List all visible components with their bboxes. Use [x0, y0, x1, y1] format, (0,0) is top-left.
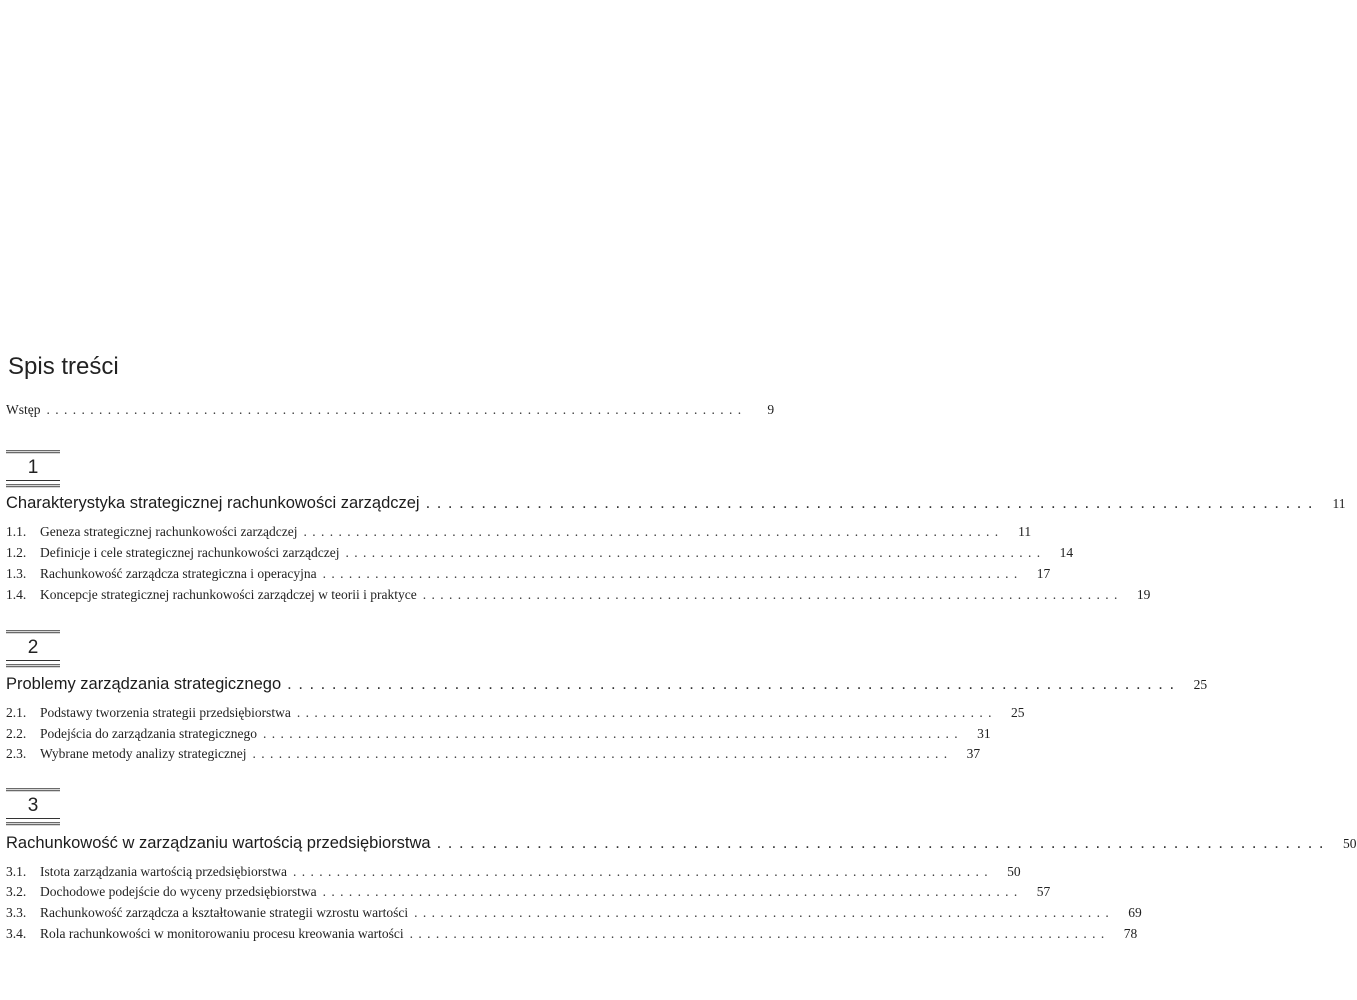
- dot-leader: . . . . . . . . . . . . . . . . . . . . . . . . . . . . . . . . . . . . . . . . . . . . . . . . . . . . . . . . . . . . . . . . . . . . . . . . . . . . . . . .: [422, 587, 1119, 602]
- section-title: Rola rachunkowości w monitorowaniu procesu kreowania wartości: [40, 926, 404, 941]
- divider: [6, 480, 60, 481]
- page-number: 14: [1059, 545, 1074, 560]
- dot-leader: . . . . . . . . . . . . . . . . . . . . . . . . . . . . . . . . . . . . . . . . . . . . . . . . . . . . . . . . . . . . . . . . . . . . . . . . . . . . . . . .: [414, 905, 1110, 920]
- dot-leader: . . . . . . . . . . . . . . . . . . . . . . . . . . . . . . . . . . . . . . . . . . . . . . . . . . . . . . . . . . . . . . . . . . . . . . . . . . . . . . . .: [293, 864, 989, 879]
- dot-leader: . . . . . . . . . . . . . . . . . . . . . . . . . . . . . . . . . . . . . . . . . . . . . . . . . . . . . . . . . . . . . . . . . . . . . . . . . . . . . . . .: [409, 926, 1106, 941]
- decorative-band: [6, 630, 60, 634]
- section-title: Wybrane metody analizy strategicznej: [40, 746, 247, 761]
- section-title: Dochodowe podejście do wyceny przedsiębiorstwa: [40, 884, 317, 899]
- chapter-number: 2: [27, 637, 39, 658]
- section-number: 1.1.: [6, 524, 27, 539]
- toc-entry: [6, 705, 1025, 721]
- page-number: 31: [977, 726, 991, 741]
- section-number: 2.2.: [6, 726, 27, 741]
- section-title: Podstawy tworzenia strategii przedsiębiorstwa: [40, 705, 291, 720]
- section-number: 1.4.: [6, 587, 27, 602]
- chapter-marker-1: [6, 450, 60, 492]
- chapter-title: Rachunkowość w zarządzaniu wartością przedsiębiorstwa: [6, 834, 431, 852]
- chapter-number: 1: [27, 457, 39, 478]
- section-number: 3.1.: [6, 864, 27, 879]
- section-number: 3.3.: [6, 905, 27, 920]
- page-number: 78: [1123, 926, 1138, 941]
- section-number: 2.1.: [6, 705, 27, 720]
- page-title: Spis treści: [8, 353, 119, 380]
- dot-leader: . . . . . . . . . . . . . . . . . . . . . . . . . . . . . . . . . . . . . . . . . . . . . . . . . . . . . . . . . . . . . . . . . . . . . . . . . . . . . . . .: [322, 884, 1019, 899]
- toc-entry: [6, 726, 991, 742]
- toc-entry: [6, 566, 1051, 582]
- chapter-heading-3: [6, 834, 1357, 853]
- page-number: 19: [1136, 587, 1151, 602]
- decorative-band: [6, 484, 60, 488]
- toc-entry: [6, 864, 1021, 880]
- divider: [6, 660, 60, 661]
- dot-leader: . . . . . . . . . . . . . . . . . . . . . . . . . . . . . . . . . . . . . . . . . . . . . . . . . . . . . . . . . . . . . . . . . . . . . . . . . . . . . . . .: [303, 524, 1000, 539]
- page-number: 50: [1007, 864, 1021, 879]
- decorative-band: [6, 788, 60, 792]
- entry-title: Wstęp: [6, 402, 41, 417]
- section-number: 2.3.: [6, 746, 27, 761]
- chapter-title: Charakterystyka strategicznej rachunkowości zarządczej: [6, 494, 420, 512]
- chapter-heading-2: [6, 675, 1208, 694]
- toc-entry: [6, 926, 1138, 942]
- section-title: Podejścia do zarządzania strategicznego: [40, 726, 258, 741]
- dot-leader: . . . . . . . . . . . . . . . . . . . . . . . . . . . . . . . . . . . . . . . . . . . . . . . . . . . . . . . . . . . . . . . . . . . . . . . . . . . . . . . .: [425, 494, 1314, 512]
- page-number: 57: [1036, 884, 1051, 899]
- section-title: Geneza strategicznej rachunkowości zarządczej: [40, 524, 298, 539]
- dot-leader: . . . . . . . . . . . . . . . . . . . . . . . . . . . . . . . . . . . . . . . . . . . . . . . . . . . . . . . . . . . . . . . . . . . . . . . . . . . . . . . .: [263, 726, 959, 741]
- dot-leader: . . . . . . . . . . . . . . . . . . . . . . . . . . . . . . . . . . . . . . . . . . . . . . . . . . . . . . . . . . . . . . . . . . . . . . . . . . . . . . . .: [436, 834, 1325, 852]
- divider: [6, 818, 60, 819]
- page-number: 37: [966, 746, 981, 761]
- page-number: 50: [1343, 836, 1357, 851]
- section-number: 1.2.: [6, 545, 27, 560]
- chapter-number: 3: [27, 795, 39, 816]
- toc-entry: [6, 545, 1074, 561]
- page-number: 9: [767, 402, 775, 417]
- section-title: Rachunkowość zarządcza strategiczna i operacyjna: [40, 566, 317, 581]
- toc-entry: [6, 884, 1051, 900]
- toc-entry: [6, 905, 1142, 921]
- page-number: 25: [1193, 677, 1208, 692]
- toc-entry: [6, 746, 981, 762]
- section-number: 3.2.: [6, 884, 27, 899]
- chapter-marker-3: [6, 788, 60, 830]
- section-number: 3.4.: [6, 926, 27, 941]
- decorative-band: [6, 450, 60, 454]
- section-title: Rachunkowość zarządcza a kształtowanie strategii wzrostu wartości: [40, 905, 409, 920]
- dot-leader: . . . . . . . . . . . . . . . . . . . . . . . . . . . . . . . . . . . . . . . . . . . . . . . . . . . . . . . . . . . . . . . . . . . . . . . . . . . . . . . .: [322, 566, 1019, 581]
- toc-entry: [6, 524, 1032, 540]
- toc-entry-intro: [6, 402, 775, 418]
- section-title: Koncepcje strategicznej rachunkowości zarządczej w teorii i praktyce: [40, 587, 417, 602]
- dot-leader: . . . . . . . . . . . . . . . . . . . . . . . . . . . . . . . . . . . . . . . . . . . . . . . . . . . . . . . . . . . . . . . . . . . . . . . . . . . . . . . .: [252, 746, 949, 761]
- dot-leader: . . . . . . . . . . . . . . . . . . . . . . . . . . . . . . . . . . . . . . . . . . . . . . . . . . . . . . . . . . . . . . . . . . . . . . . . . . . . . . . .: [287, 675, 1176, 693]
- toc-entry: [6, 587, 1151, 603]
- page-number: 25: [1010, 705, 1025, 720]
- dot-leader: . . . . . . . . . . . . . . . . . . . . . . . . . . . . . . . . . . . . . . . . . . . . . . . . . . . . . . . . . . . . . . . . . . . . . . . . . . . . . . . .: [296, 705, 993, 720]
- decorative-band: [6, 822, 60, 826]
- section-title: Istota zarządzania wartością przedsiębiorstwa: [40, 864, 288, 879]
- chapter-marker-2: [6, 630, 60, 672]
- section-title: Definicje i cele strategicznej rachunkowości zarządczej: [40, 545, 340, 560]
- section-number: 1.3.: [6, 566, 27, 581]
- page-number: 69: [1128, 905, 1142, 920]
- page-number: 17: [1036, 566, 1051, 581]
- chapter-heading-1: [6, 494, 1346, 513]
- page-number: 11: [1018, 524, 1032, 539]
- decorative-band: [6, 664, 60, 668]
- dot-leader: . . . . . . . . . . . . . . . . . . . . . . . . . . . . . . . . . . . . . . . . . . . . . . . . . . . . . . . . . . . . . . . . . . . . . . . . . . . . . . . .: [46, 402, 743, 417]
- dot-leader: . . . . . . . . . . . . . . . . . . . . . . . . . . . . . . . . . . . . . . . . . . . . . . . . . . . . . . . . . . . . . . . . . . . . . . . . . . . . . . . .: [345, 545, 1042, 560]
- chapter-title: Problemy zarządzania strategicznego: [6, 675, 282, 693]
- page-number: 11: [1332, 496, 1346, 511]
